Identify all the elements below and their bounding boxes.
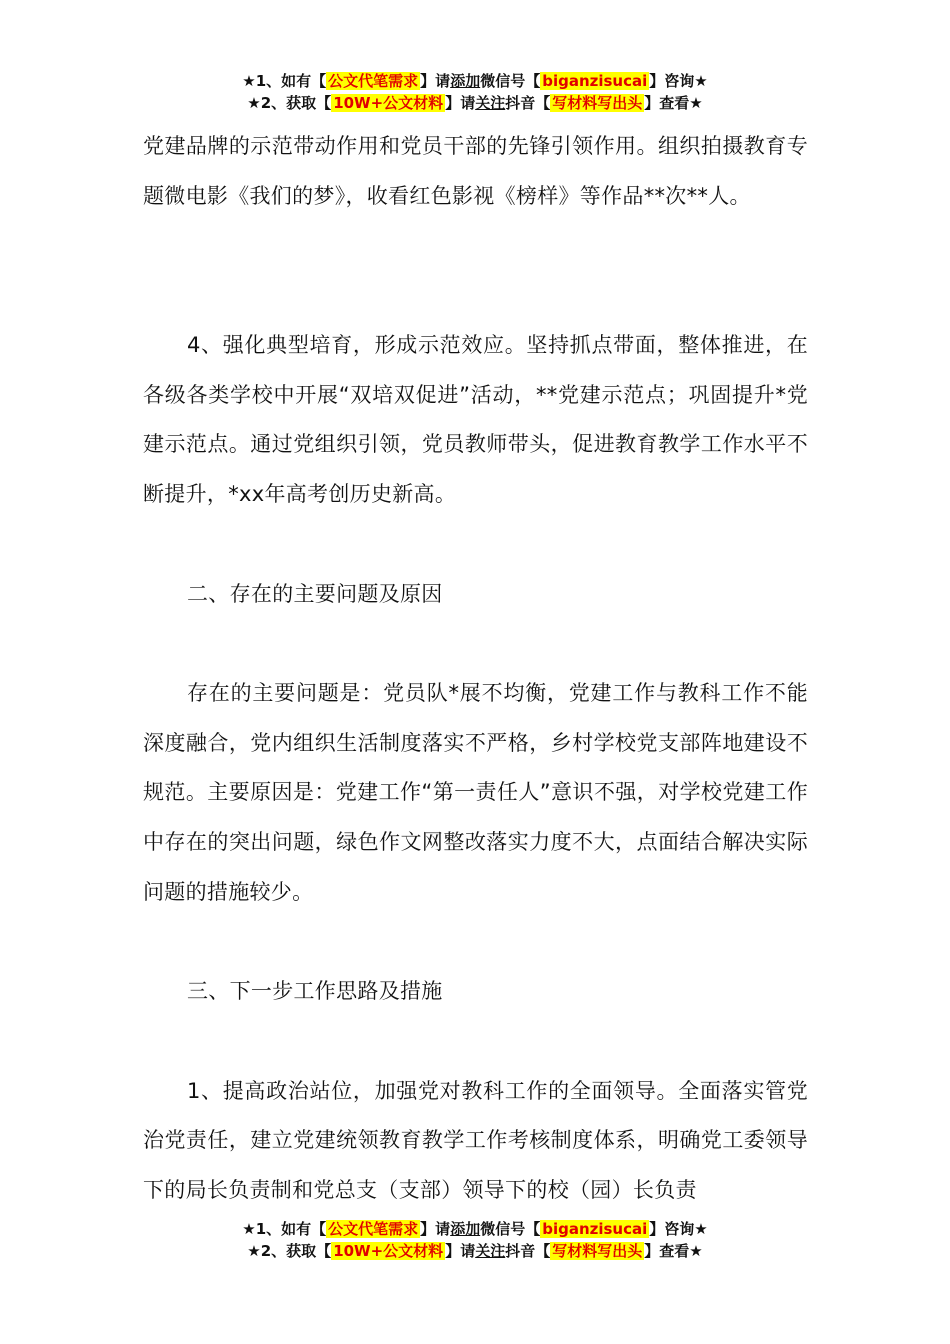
banner-line-1: [0, 1218, 950, 1240]
banner-line-2: [0, 1240, 950, 1262]
banner-text: 】咨询★: [649, 1220, 708, 1238]
banner-underlined-text: 添加: [450, 72, 481, 90]
banner-underlined-text: 关注: [475, 1242, 506, 1260]
section-heading-2: 二、存在的主要问题及原因: [187, 581, 443, 606]
banner-line-1: [0, 70, 950, 92]
banner-highlight: 公文代笔需求: [328, 1220, 419, 1238]
banner-text: 】请: [420, 72, 451, 90]
banner-text: ★1、如有【: [242, 72, 327, 90]
banner-highlight-douyin: 写材料写出头: [552, 1242, 643, 1260]
banner-highlight: 公文代笔需求: [328, 72, 419, 90]
paragraph-item-4: 4、强化典型培育，形成示范效应。坚持抓点带面，整体推进，在各级各类学校中开展“双培双促进”活动，**党建示范点；巩固提升*党建示范点。通过党组织引领，党员教师带头，促进教育教学工作水平不断提升，*xx年高考创历史新高。: [143, 333, 808, 506]
banner-underlined-text: 添加: [450, 1220, 481, 1238]
paragraph-item-1: 1、提高政治站位，加强党对教科工作的全面领导。全面落实管党治党责任，建立党建统领教育教学工作考核制度体系，明确党工委领导下的局长负责制和党总支（支部）领导下的校（园）长负责: [143, 1078, 808, 1202]
banner-line-2: [0, 92, 950, 114]
banner-highlight-douyin: 写材料写出头: [552, 94, 643, 112]
document-body: [143, 122, 808, 1216]
banner-text: 】咨询★: [649, 72, 708, 90]
footer-banner: [0, 1218, 950, 1262]
banner-text: 微信号【: [480, 72, 541, 90]
banner-text: 抖音【: [505, 1242, 551, 1260]
banner-text: 】请: [420, 1220, 451, 1238]
banner-underlined-text: 关注: [475, 94, 506, 112]
banner-text: 】查看★: [644, 1242, 703, 1260]
banner-text: 微信号【: [480, 1220, 541, 1238]
banner-text: ★1、如有【: [242, 1220, 327, 1238]
banner-text: ★2、获取【: [247, 94, 332, 112]
banner-highlight: 10W+公文材料: [333, 94, 444, 112]
banner-highlight-wechat: biganzisucai: [542, 72, 648, 90]
banner-text: 抖音【: [505, 94, 551, 112]
paragraph-problems: 存在的主要问题是：党员队*展不均衡，党建工作与教科工作不能深度融合，党内组织生活制度落实不严格，乡村学校党支部阵地建设不规范。主要原因是：党建工作“第一责任人”意识不强，对学校党建工作中存在的突出问题，绿色作文网整改落实力度不大，点面结合解决实际问题的措施较少。: [143, 681, 808, 904]
banner-text: ★2、获取【: [247, 1242, 332, 1260]
banner-highlight-wechat: biganzisucai: [542, 1220, 648, 1238]
banner-text: 】查看★: [644, 94, 703, 112]
header-banner: [0, 70, 950, 114]
section-heading-3: 三、下一步工作思路及措施: [187, 979, 443, 1004]
paragraph-continued: 党建品牌的示范带动作用和党员干部的先锋引领作用。组织拍摄教育专题微电影《我们的梦》，收看红色影视《榜样》等作品**次**人。: [143, 134, 808, 208]
banner-highlight: 10W+公文材料: [333, 1242, 444, 1260]
banner-text: 】请: [445, 1242, 476, 1260]
banner-text: 】请: [445, 94, 476, 112]
